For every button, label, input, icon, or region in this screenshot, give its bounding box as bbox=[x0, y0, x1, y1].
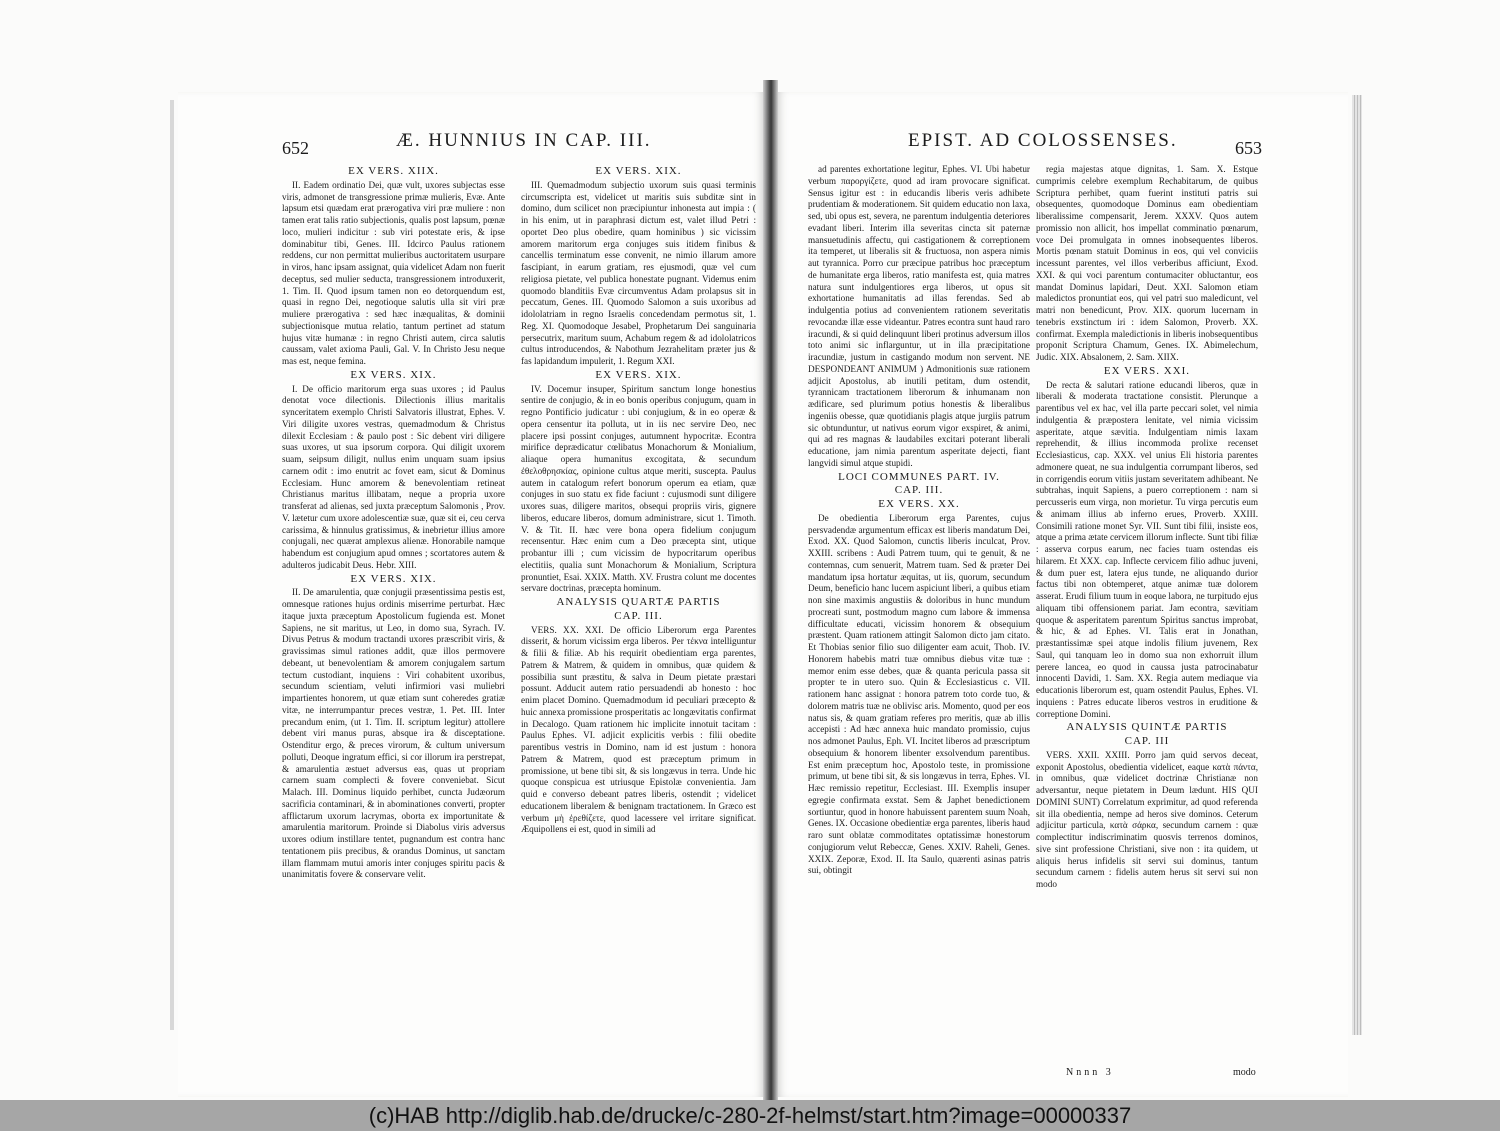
right-column-1 bbox=[808, 164, 1030, 877]
catchword: modo bbox=[1233, 1067, 1256, 1078]
right-page-edge bbox=[1352, 95, 1362, 1035]
section-heading: EX VERS. XIX. bbox=[595, 165, 682, 177]
section-heading: EX VERS. XIX. bbox=[595, 368, 682, 381]
signature-mark: Nnnn 3 bbox=[1066, 1067, 1114, 1078]
section-heading: EX VERS. XIX. bbox=[350, 572, 437, 585]
section-heading: ANALYSIS QUINTÆ PARTIS bbox=[1066, 721, 1228, 734]
left-running-head: Æ. HUNNIUS IN CAP. III. bbox=[396, 130, 652, 151]
right-column-2 bbox=[1036, 164, 1258, 891]
paragraph: VERS. XX. XXI. De officio Liberorum erga Parentes disserit, & horum vicissim erga liberos. Per τέκνα intelliguntur & filii & filiæ. Ab his requirit obedientiam erga parentes, Patrem & Matrem, & quidem in omnibus, quæ quidem & possibilia sunt præstitu, & salva in Deum pietate præstari possunt. Adducit autem ratio persuadendi ab honesto : hoc enim placet Domino. Quemadmodum id peculiari præcepto & huic annexa promissione prosperitatis ac longævitatis confirmat in Decalogo. Quam rationem hic implicite innotuit tacitam : Paulus Ephes. VI. adjicit explicitis verbis : filii obedite parentibus vestris in Domino, nam id est justum : honora Patrem & Matrem, quod est præceptum primum in promissione, ut bene tibi sit, & sis longævus in terra. Unde hic quoque conspicua est utriusque Epistolæ convenientia. Jam quid e converso debeant patres liberis, ostendit ; videlicet educationem liberalem & benignam tractationem. In Græco est verbum μὴ ἐρεθίζετε, quod lacessere vel irritare significat. Æquipollens ei est, quod in simili ad bbox=[521, 624, 756, 835]
section-heading: CAP. III. bbox=[614, 609, 663, 622]
paragraph: De obedientia Liberorum erga Parentes, cujus persvadendæ argumentum efficax est liberis mandatum Dei, Exod. XX. Quod Salomon, cunctis liberis inculcat, Prov. XXIII. scribens : Audi Patrem tuum, qui te genuit, & ne contemnas, cum senuerit, Matrem tuam. Sed & præter Dei mandatum ipsa hortatur æquitas, ut iis, quorum, secundum Deum, beneficio hanc lucem aspiciunt liberi, a quibus etiam non sine maximis angustiis & doloribus in hunc mundum procreati sunt, postmodum magno cum labore & immensa difficultate educati, vicissim honorem & obsequium præstent. Quam rationem attingit Salomon dicto jam citato. Et Thobias senior filio suo diligenter eam acuit, Thob. IV. Honorem habebis matri tuæ omnibus diebus vitæ tuæ : memor enim esse debes, quæ & quanta pericula passa sit propter te in utero suo. Quin & Ecclesiasticus c. VII. rationem hanc assignat : honora patrem toto corde tuo, & dolorem matris tuæ ne oblivisc aris. Momento, quod per eos natus sis, & quam gratiam referes pro meritis, quæ ab illis accepisti : Ad hæc annexa huic mandato promissio, cujus nos admonet Paulus, Eph. VI. Incitet liberos ad præscriptum obsequium & honorem libenter exsolvendum parentibus. Est enim præceptum hoc, Apostolo teste, in promissione primum, ut bene tibi sit, & sis longævus in terra, Ephes. VI. Hæc remissio repetitur, Ecclesiast. III. Exemplis insuper egregie confirmata exstat. Sem & Japhet benedictionem sortiuntur, quod in honore habuissent parentem suum Noah, Genes. IX. Occasione obedientiæ erga parentes, liberis haud raro sunt oblatæ commoditates optatissimæ honestorum conjugiorum velut Rebeccæ, Genes. XXIV. Raheli, Genes. XXIX. Zeporæ, Exod. II. Ita Saulo, quærenti asinas patris sui, obtingit bbox=[808, 512, 1030, 876]
paragraph: regia majestas atque dignitas, 1. Sam. X. Estque cumprimis celebre exemplum Rechabitarum, de quibus Scriptura perhibet, quam fuerint instituti patris sui obsequentes, quomodoque Dominus eam obedientiam liberalissime compensarit, Jerem. XXXV. Quos autem promissio non allicit, hos impellat comminatio pœnarum, voce Dei promulgata in omnes inobsequentes liberos. Mortis pœnam statuit Dominus in eos, qui vel conviciis incessunt parentes, vel illos verberibus afficiunt, Exod. XXI. & qui voci parentum contumaciter obluctantur, eos mandat Dominus lapidari, Deut. XXI. Salomon etiam maledictos pronuntiat eos, qui vel patri suo maledicunt, vel matri non benedicunt, Prov. XIX. quorum lucernam in tenebris exstinctum iri : idem Salomon, Proverb. XX. confirmat. Exempla maledictionis in liberis inobsequentibus proponit Scriptura Chamum, Genes. IX. Abimelechum, Judic. XIX. Absalonem, 2. Sam. XIIX. bbox=[1036, 164, 1258, 362]
right-running-head: EPIST. AD COLOSSENSES. bbox=[908, 130, 1178, 151]
paragraph: III. Quemadmodum subjectio uxorum suis quasi terminis circumscripta est, videlicet ut maritis suis subditæ sint in domino, dum scilicet non præcipiuntur inhonesta aut impia : ( in his enim, ut in paraphrasi dictum est, valet illud Petri : oportet Deo plus obedire, quam hominibus ) sic vicissim amorem maritorum erga conjuges suis itidem finibus & cancellis terminatum esse convenit, ne nimio illarum amore fascipiant, in earum gratiam, res ejusmodi, quæ vel cum religiosa pietate, vel publica honestate pugnant. Videmus enim quomodo blanditiis Evæ circumventus Adam prolapsus sit in peccatum, Genes. III. Quomodo Salomon a suis uxoribus ad idololatriam in regno Israelis concedendam permotus sit, 1. Reg. XI. Quomodoque Jesabel, Prophetarum Dei sanguinaria persecutrix, maritum suum, Achabum regem & ad idololatricos cultus introducendos, & Nabothum Jezrahelitam præter jus & fas lapidandum impulerit, 1. Regum XXI. bbox=[521, 179, 756, 366]
section-heading: ANALYSIS QUARTÆ PARTIS bbox=[556, 596, 721, 608]
section-heading: EX VERS. XIIX. bbox=[348, 165, 439, 177]
paragraph: II. De amarulentia, quæ conjugii præsentissima pestis est, omnesque rationes hujus ordinis miserrime perturbat. Hæc itaque juxta præceptum Apostolicum fugienda est. Monet Sapiens, ne sit maritus, ut Leo, in domo sua, Syrach. IV. Divus Petrus & modum tractandi uxores præscribit viris, & gravissimas simul rationes addit, quæ illos permovere debeant, ut benevolentiam & amorem conjugalem sartum tectum custodiant, inquiens : Viri cohabitent uxoribus, secundum scientiam, veluti infirmiori vasi muliebri impartientes honorem, ut quæ etiam sunt coheredes gratiæ vitæ, ne interrumpantur preces vestræ, 1. Pet. III. Inter precandum enim, (ut 1. Tim. II. scriptum legitur) attollere debent viri manus puras, absque ira & disceptatione. Ostenditur ergo, & preces virorum, & cultum universum polluti, Deoque ingratum effici, si cor illorum ira perstrepat, & amarulentia æstuet adversus eas, quas ut propriam carnem suam complecti & fovere conveniebat. Sicut Malach. III. Dominus liquido perhibet, cuncta Judæorum sacrificia contaminari, & in abominationes converti, propter afflictarum uxorum lacrymas, oborta ex importunitate & amarulentia maritorum. Proinde si Diabolus viris adversus uxores odium instillare tentet, pugnandum est contra hanc tentationem piis precibus, & orandus Dominus, ut sanctam illam flammam mutui amoris inter conjuges spiritu pacis & unanimitatis fovere & conservare velit. bbox=[282, 587, 505, 880]
copyright-footer: (c)HAB http://diglib.hab.de/drucke/c-280-2f-helmst/start.htm?image=00000337 bbox=[0, 1100, 1500, 1131]
section-heading: EX VERS. XIX. bbox=[350, 368, 437, 381]
paragraph: I. De officio maritorum erga suas uxores ; id Paulus denotat voce dilectionis. Dilectionis illius maritalis synceritatem exemplo Christi Salvatoris illustrat, Ephes. V. Viri diligite uxores vestras, quemadmodum & Christus dilexit Ecclesiam : & paulo post : Sic debent viri diligere suas uxores, ut sua ipsorum corpora. Qui diligit uxorem suam, seipsum diligit, nullus enim unquam suam ipsius carnem odit : imo enutrit ac fovet eam, sicut & Dominus Ecclesiam. Hunc amorem & benevolentiam retineat Christianus maritus illibatam, neque a propria uxore transferat ad alienas, sed juxta præceptum Salomonis , Prov. V. lætetur cum uxore adolescentiæ suæ, quæ sit ei, ceu cerva carissima, & hinnulus gratissimus, & inebrietur illius amore conjugali, nec quærat amplexus alienæ. Honorabile namque habendum est conjugium apud omnes ; scortatores autem & adulteros judicabit Deus. Hebr. XIII. bbox=[282, 383, 505, 570]
section-heading: EX VERS. XX. bbox=[878, 498, 960, 510]
left-page-edge bbox=[170, 100, 174, 1030]
left-column-1 bbox=[282, 164, 505, 881]
left-page bbox=[178, 92, 763, 1097]
section-heading: EX VERS. XXI. bbox=[1103, 364, 1191, 377]
right-page-number: 653 bbox=[1235, 138, 1262, 158]
right-page bbox=[778, 92, 1348, 1097]
section-heading: LOCI COMMUNES PART. IV. bbox=[838, 470, 1000, 483]
left-page-number: 652 bbox=[282, 138, 309, 158]
paragraph: II. Eadem ordinatio Dei, quæ vult, uxores subjectas esse viris, admonet de transgressione primæ mulieris, Evæ. Ante lapsum etsi quædam erat prærogativa viri præ muliere : non tamen erat talis ratio subjectionis, qualis post lapsum, pœnæ loco, mulieri indicitur : sub viri potestate eris, & ipse dominabitur tibi, Genes. III. Idcirco Paulus rationem reddens, cur non permittat mulieribus auctoritatem usurpare in viros, hanc ipsam assignat, quia videlicet Adam non fuerit deceptus, sed mulier seducta, transgressionem introduxerit, 1. Tim. II. Quod ipsum tamen non eo detorquendum est, quasi in regno Dei, negotioque salutis ulla sit viri præ muliere prærogativa : sed hæc inæqualitas, & dominii subjectionisque mutua relatio, tantum pertinet ad statum hujus vitæ humanæ : in regno Christi autem, circa salutis caussam, valet axioma Pauli, Gal. V. In Christo Jesu neque mas est, neque femina. bbox=[282, 179, 505, 366]
left-column-2 bbox=[521, 164, 756, 836]
paragraph: VERS. XXII. XXIII. Porro jam quid servos deceat, exponit Apostolus, obedientia videlicet, eaque κατὰ πάντα, in omnibus, quæ videlicet doctrinæ Christianæ non adversantur, neque pietatem in Deum lædunt. HIS QUI DOMINI SUNT) Correlatum exprimitur, ad quod referenda sit illa obedientia, nempe ad heros sive dominos. Ceterum adjicitur particula, κατὰ σάρκα, secundum carnem : quæ complectitur indiscriminatim quosvis terrenos dominos, sive sint professione Christiani, sive non : ita quidem, ut aliquis herus infidelis sit servi sui dominus, tantum secundum carnem : fidelis autem herus sit servi sui non modo bbox=[1036, 749, 1258, 889]
paragraph: De recta & salutari ratione educandi liberos, quæ in liberali & moderata tractatione consistit. Plerunque a parentibus vel ex hac, vel illa parte peccari solet, vel nimia indulgentia & præpostera lenitate, vel nimia vicissim asperitate, atque sævitia. Indulgentiam nimis laxam reprehendit, & illius incommoda prolixe recenset Ecclesiasticus, cap. XXX. vel unius Eli historia parentes admonere queat, ne sua indulgentia corrumpant liberos, sed in corrigendis eorum vitiis justam severitatem adhibeant. Ne subtrahas, inquit Sapiens, a puero correptionem : nam si percusseris eum virga, non morietur. Tu virga percutis eum & animam illius ab inferno erues, Proverb. XXIII. Consimili ratione monet Syr. VII. Sunt tibi filii, insiste eos, atque a prima ætate cervicem illorum inflecte. Sunt tibi filiæ : asserva corpus earum, nec facies tuam ostendas eis hilarem. Et XXX. cap. Inflecte cervicem filio adhuc juveni, & dum puer est, latera ejus tunde, ne aliquando durior factus tibi non obtemperet, atque animæ tuæ dolorem asserat. Erudi filium tuum in eoque labora, ne turpitudo ejus aliquam tibi offensionem pariat. Jam econtra, sævitiam quoque & asperitatem parentum Spiritus sanctus improbat, & hic, & ad Ephes. VI. Talis erat in Jonathan, præstantissimæ spei atque indolis filium juvenem, Rex Saul, qui tanquam leo in domo sua non exhorruit illum perere lancea, eo quod in caussa justa patrocinabatur innocenti Davidi, 1. Sam. XX. Regia autem mediaque via educationis liberorum est, quam ostendit Paulus, Ephes. VI. inquiens : Patres educate liberos vestros in eruditione & correptione Domini. bbox=[1036, 379, 1258, 719]
section-heading: CAP. III. bbox=[894, 484, 944, 497]
book-gutter bbox=[763, 80, 778, 1100]
paragraph: ad parentes exhortatione legitur, Ephes. VI. Ubi habetur verbum παροργίζετε, quod ad iram provocare significat. Sensus igitur est : in educandis liberis veris adhibete prudentiam & moderationem. Sit quidem educatio non laxa, sed, ubi opus est, severa, ne parentum indulgentia deteriores evadant liberi. Interim illa severitas cincta sit paternæ mansuetudinis affectu, qui castigationem & correptionem ita temperet, ut liberalis sit & fructuosa, non aspera nimis aut tyrannica. Porro cur præcipue patribus hoc præceptum de humanitate erga liberos, ratio manifesta est, quia matres natura sunt indulgentiores erga liberos, ut opus sit exhortatione humanitatis ad illas ferendas. Sed ab indulgentia potius ad convenientem rationem severitatis revocandæ illæ esse videantur. Patres econtra sunt haud raro iracundi, & si quid delinquunt liberi protinus adversum illos toto animi sic inflarguntur, ut in illa præcipitatione iracundiæ, justum in castigando modum non servent. NE DESPONDEANT ANIMUM ) Admonitionis suæ rationem adjicit Apostolus, ab inutili petitam, dum ostendit, tyrannicam tractationem liberorum & inhumanam non ædificare, sed plurimum potius honestis & liberalibus ingeniis obesse, quæ quotidianis plagis atque jurgiis patrum sic obtunduntur, ut nativus eorum vigor exspiret, & animi, qui ad res magnas & laudabiles excitari poterant liberali educatione, jam nimia parentum asperitate dejecti, fiant langvidi simul atque stupidi. bbox=[808, 164, 1030, 468]
paragraph: IV. Docemur insuper, Spiritum sanctum longe honestius sentire de conjugio, & in eo bonis operibus conjugum, quam in regno Pontificio judicatur : ubi conjugium, & in eo operæ & opera censentur ita polluta, ut in iis nec servire Deo, nec placere ipsi possint conjuges, autumnent hypocritæ. Econtra mirifice deprædicatur cœlibatus Monachorum & Monialium, aliaque opera humanitus excogitata, & secundum ἐθελοθρησκίας, opinione cultus atque meriti, suscepta. Paulus autem in catalogum refert bonorum operum ea etiam, quæ conjuges in suo statu ex fide faciunt : cujusmodi sunt diligere uxores suas, diligere maritos, obsequi propriis viris, gignere liberos, educare liberos, domum administrare, sicut 1. Timoth. V. & Tit. II. hæc vere bona opera fidelium conjugum recensentur. Hæc enim cum a Deo præcepta sint, utique probantur illi ; cum vicissim de hypocritarum operibus electitiis, qualia sunt Monachorum & Monialium, Scriptura pronuntiet, Esai. XXIX. Matth. XV. Frustra colunt me docentes servare doctrinas, præcepta hominum. bbox=[521, 383, 756, 594]
section-heading: CAP. III bbox=[1124, 735, 1170, 747]
